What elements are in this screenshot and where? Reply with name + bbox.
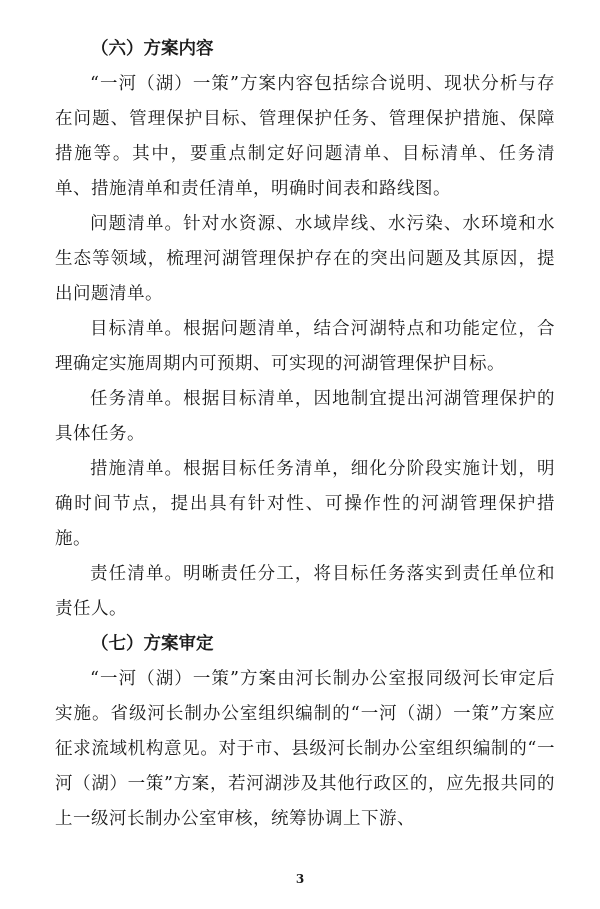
page-number: 3 <box>295 872 305 886</box>
paragraph-target-list: 目标清单。根据问题清单，结合河湖特点和功能定位，合理确定实施周期内可预期、可实现的河湖管理保护目标。 <box>55 319 555 374</box>
paragraph-problem-list: 问题清单。针对水资源、水域岸线、水污染、水环境和水生态等领域，梳理河湖管理保护存在的突出问题及其原因，提出问题清单。 <box>55 214 555 304</box>
document-body <box>55 32 555 837</box>
paragraph-plan-content: “一河（湖）一策”方案内容包括综合说明、现状分析与存在问题、管理保护目标、管理保护任务、管理保护措施、保障措施等。其中，要重点制定好问题清单、目标清单、任务清单、措施清单和责任清单，明确时间表和路线图。 <box>55 74 555 199</box>
paragraph-measure-list: 措施清单。根据目标任务清单，细化分阶段实施计划，明确时间节点，提出具有针对性、可操作性的河湖管理保护措施。 <box>55 459 555 549</box>
section-heading-7: （七）方案审定 <box>91 634 214 654</box>
section-heading-6: （六）方案内容 <box>91 39 214 59</box>
paragraph-task-list: 任务清单。根据目标清单，因地制宜提出河湖管理保护的具体任务。 <box>55 389 555 444</box>
paragraph-plan-review: “一河（湖）一策”方案由河长制办公室报同级河长审定后实施。省级河长制办公室组织编制的“一河（湖）一策”方案应征求流域机构意见。对于市、县级河长制办公室组织编制的“一河（湖）一策”方案，若河湖涉及其他行政区的，应先报共同的上一级河长制办公室审核，统筹协调上下游、 <box>55 669 555 829</box>
paragraph-responsibility-list: 责任清单。明晰责任分工，将目标任务落实到责任单位和责任人。 <box>55 564 555 619</box>
